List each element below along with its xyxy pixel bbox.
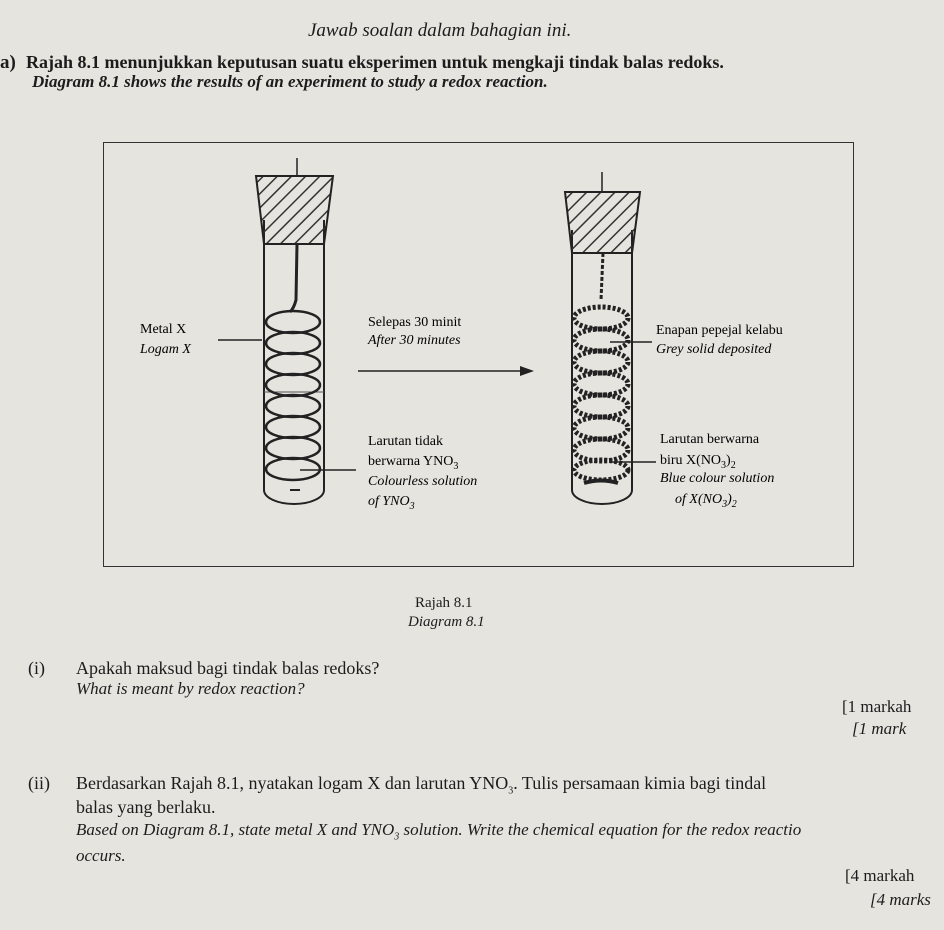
q1-mark-en: [1 mark — [852, 719, 907, 738]
metal-label-ms: Metal X — [140, 322, 187, 337]
q2-text-ms-line1: Berdasarkan Rajah 8.1, nyatakan logam X dan larutan $YNO_3$. Tulis persamaan kimia bagi tindal — [76, 773, 767, 797]
q2-mark-en: [4 marks — [870, 890, 931, 909]
left-test-tube — [256, 158, 333, 504]
left-stopper — [256, 176, 333, 244]
q1-mark-ms: [1 markah — [842, 697, 912, 716]
right-coated-coil — [574, 307, 628, 480]
left-solution-en-line1: Colourless solution — [368, 474, 478, 489]
q2-text-en-line1: Based on Diagram 8.1, state metal X and $YNO_3$ solution. Write the chemical equation for the redox reactio — [76, 820, 802, 843]
arrow-label-ms: Selepas 30 minit — [368, 315, 462, 330]
diagram-caption-ms: Rajah 8.1 — [415, 595, 473, 611]
left-solution-ms-line1: Larutan tidak — [368, 434, 444, 449]
metal-label-en: Logam X — [140, 342, 191, 357]
right-solution-en-line1: Blue colour solution — [660, 471, 775, 486]
arrow-label-en: After 30 minutes — [368, 333, 461, 348]
deposit-label-ms: Enapan pepejal kelabu — [656, 323, 783, 338]
intro-text-english: Diagram 8.1 shows the results of an experiment to study a redox reaction. — [32, 72, 548, 91]
reaction-arrow — [358, 366, 534, 376]
q1-text-en: What is meant by redox reaction? — [76, 679, 305, 698]
left-metal-coil — [266, 311, 320, 480]
right-test-tube — [565, 172, 640, 504]
q1-text-ms: Apakah maksud bagi tindak balas redoks? — [76, 658, 380, 678]
right-stopper — [565, 192, 640, 253]
intro-text-malay: Rajah 8.1 menunjukkan keputusan suatu eksperimen untuk mengkaji tindak balas redoks. — [26, 52, 724, 72]
left-wire-stem — [290, 244, 297, 312]
right-solution-ms-line2: biru $X(NO_3)_2$ — [660, 453, 736, 471]
q2-label: (ii) — [28, 773, 50, 793]
right-wire-stem — [601, 253, 603, 300]
right-solution-ms-line1: Larutan berwarna — [660, 432, 760, 447]
section-heading: Jawab soalan dalam bahagian ini. — [308, 20, 572, 41]
right-solution-en-line2: of $X(NO_3)_2$ — [675, 492, 737, 510]
left-solution-en-line2: of $YNO_3$ — [368, 494, 415, 512]
left-solution-ms-line2: berwarna $YNO_3$ — [368, 454, 459, 472]
question-number: a) — [0, 52, 16, 73]
q1-label: (i) — [28, 658, 45, 678]
q2-text-en-line2: occurs. — [76, 846, 126, 865]
q2-text-ms-line2: balas yang berlaku. — [76, 797, 216, 817]
diagram-caption-en: Diagram 8.1 — [408, 614, 485, 630]
q2-mark-ms: [4 markah — [845, 866, 915, 885]
deposit-label-en: Grey solid deposited — [656, 342, 772, 357]
